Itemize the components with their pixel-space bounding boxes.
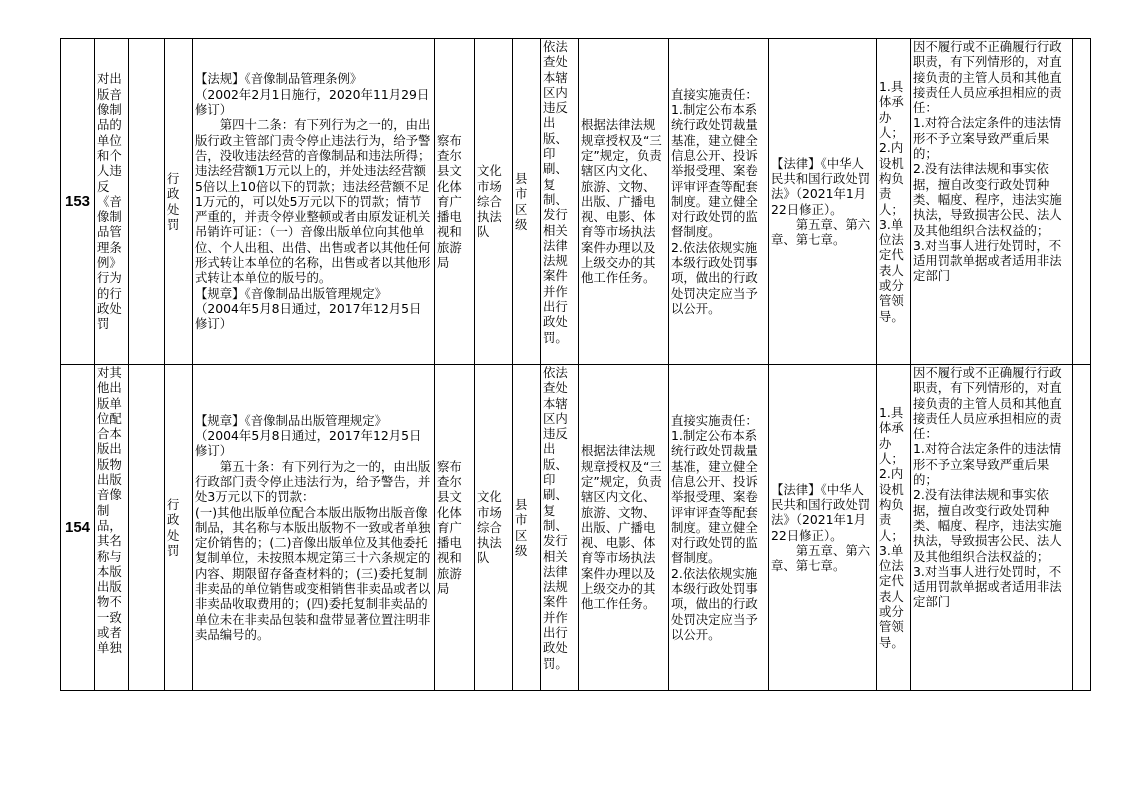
scope-cell (541, 39, 579, 365)
level: 县市区级 (513, 39, 541, 365)
responsible-subject: 1.具体承办人； 2.内设机构负责人； 3.单位法定代表人或分管领导。 (877, 39, 911, 365)
item-name-cell (95, 39, 129, 365)
sub-item-cell (129, 39, 165, 365)
note (1073, 365, 1091, 691)
row-number: 153 (61, 39, 95, 365)
scope-cell (541, 365, 579, 691)
executing-unit: 文化市场综合执法队 (475, 39, 513, 365)
legal-basis: 【规章】《音像制品出版管理规定》 （2004年5月8日通过，2017年12月5日修订） 第五十条：有下列行为之一的，由出版行政部门责令停止违法行为，给予警告，并处3万元以下的罚款： (一)其他出版单位配合本版出版物出版音像制品，其名称与本版出版物不一致或者单独定价销售的；(二)音像出版单位及其他委托复制单位，未按照本规定第三十六条规定的内容、期限留存备查材料的；(三)委托复制非卖品的单位销售或变相销售非卖品或者以非卖品收取费用的；(四)委托复制非卖品的单位未在非卖品包装和盘带显著位置注明非卖品编号的。 (195, 412, 431, 642)
power-list-table (60, 38, 1091, 691)
responsibility-items: 直接实施责任： 1.制定公布本系统行政处罚裁量基准，建立健全信息公开、投诉举报受理、案卷评审评查等配套制度。建立健全对行政处罚的监督制度。 2.依法依规实施本级行政处罚事项，做出的行政处罚决定应当予以公开。 (669, 365, 769, 691)
scope: 依法查处本辖区内违反出版、印刷、复制、发行相关法律法规案件并作出行政处罚。 (543, 365, 568, 671)
duty-basis: 根据法律法规规章授权及“三定”规定，负责辖区内文化、旅游、文物、出版、广播电视、电影、体育等市场执法案件办理以及上级交办的其他工作任务。 (579, 365, 669, 691)
executing-unit: 文化市场综合执法队 (475, 365, 513, 691)
row-number: 154 (61, 365, 95, 691)
table-row (61, 39, 1091, 365)
accountability: 因不履行或不正确履行行政职责，有下列情形的，对直接负责的主管人员和其他直接责任人员应承担相应的责任： 1.对符合法定条件的违法情形不予立案导致严重后果的； 2.没有法律法规和事实依据，擅自改变行政处罚种类、幅度、程序，违法实施执法，导致损害公民、法人及其他组织合法权益的； 3.对当事人进行处罚时，不适用罚款单据或者适用非法定部门 (913, 365, 1062, 610)
table-row (61, 365, 1091, 691)
accountability: 因不履行或不正确履行行政职责，有下列情形的，对直接负责的主管人员和其他直接责任人员应承担相应的责任： 1.对符合法定条件的违法情形不予立案导致严重后果的； 2.没有法律法规和事实依据，擅自改变行政处罚种类、幅度、程序，违法实施执法，导致损害公民、法人及其他组织合法权益的； 3.对当事人进行处罚时，不适用罚款单据或者适用非法定部门 (913, 39, 1062, 284)
item-name: 对出版音像制品的单位和个人违反《音像制品管理条例》行为的行政处罚 (97, 71, 122, 332)
power-type: 行政处罚 (165, 39, 193, 365)
level: 县市区级 (513, 365, 541, 691)
responsible-subject: 1.具体承办人； 2.内设机构负责人； 3.单位法定代表人或分管领导。 (877, 365, 911, 691)
legal-basis: 【法规】《音像制品管理条例》 （2002年2月1日施行，2020年11月29日修订） 第四十二条：有下列行为之一的，由出版行政主管部门责令停止违法行为，给予警告，没收违法经营的音像制品和违法所得；违法经营额1万元以上的，并处违法经营额5倍以上10倍以下的罚款；违法经营额不足1万元的，可以处5万元以下的罚款；情节严重的，并责令停业整顿或者由原发证机关吊销许可证：（一）音像出版单位向其他单位、个人出租、出借、出售或者以其他任何形式转让本单位的名称，出售或者以其他形式转让本单位的版号的。 【规章】《音像制品出版管理规定》 （2004年5月8日通过，2017年12月5日修订） (195, 71, 431, 332)
accountability-cell (911, 365, 1073, 691)
responsibility-items: 直接实施责任： 1.制定公布本系统行政处罚裁量基准，建立健全信息公开、投诉举报受理、案卷评审评查等配套制度。建立健全对行政处罚的监督制度。 2.依法依规实施本级行政处罚事项，做出的行政处罚决定应当予以公开。 (669, 39, 769, 365)
duty-basis: 根据法律法规规章授权及“三定”规定，负责辖区内文化、旅游、文物、出版、广播电视、电影、体育等市场执法案件办理以及上级交办的其他工作任务。 (579, 39, 669, 365)
item-name: 对其他出版单位配合本版出版物出版音像制品，其名称与本版出版物不一致或者单独 (97, 365, 122, 656)
legal-basis-cell (193, 365, 435, 691)
implementing-department: 察布查尔县文化体育广播电视和旅游局 (435, 365, 475, 691)
power-type: 行政处罚 (165, 365, 193, 691)
note (1073, 39, 1091, 365)
accountability-law: 【法律】《中华人民共和国行政处罚法》（2021年1月22日修正）。 第五章、第六章、第七章。 (769, 39, 877, 365)
accountability-cell (911, 39, 1073, 365)
accountability-law: 【法律】《中华人民共和国行政处罚法》（2021年1月22日修正）。 第五章、第六章、第七章。 (769, 365, 877, 691)
sub-item-cell (129, 365, 165, 691)
scope: 依法查处本辖区内违反出版、印刷、复制、发行相关法律法规案件并作出行政处罚。 (543, 39, 568, 345)
implementing-department: 察布查尔县文化体育广播电视和旅游局 (435, 39, 475, 365)
legal-basis-cell (193, 39, 435, 365)
item-name-cell (95, 365, 129, 691)
